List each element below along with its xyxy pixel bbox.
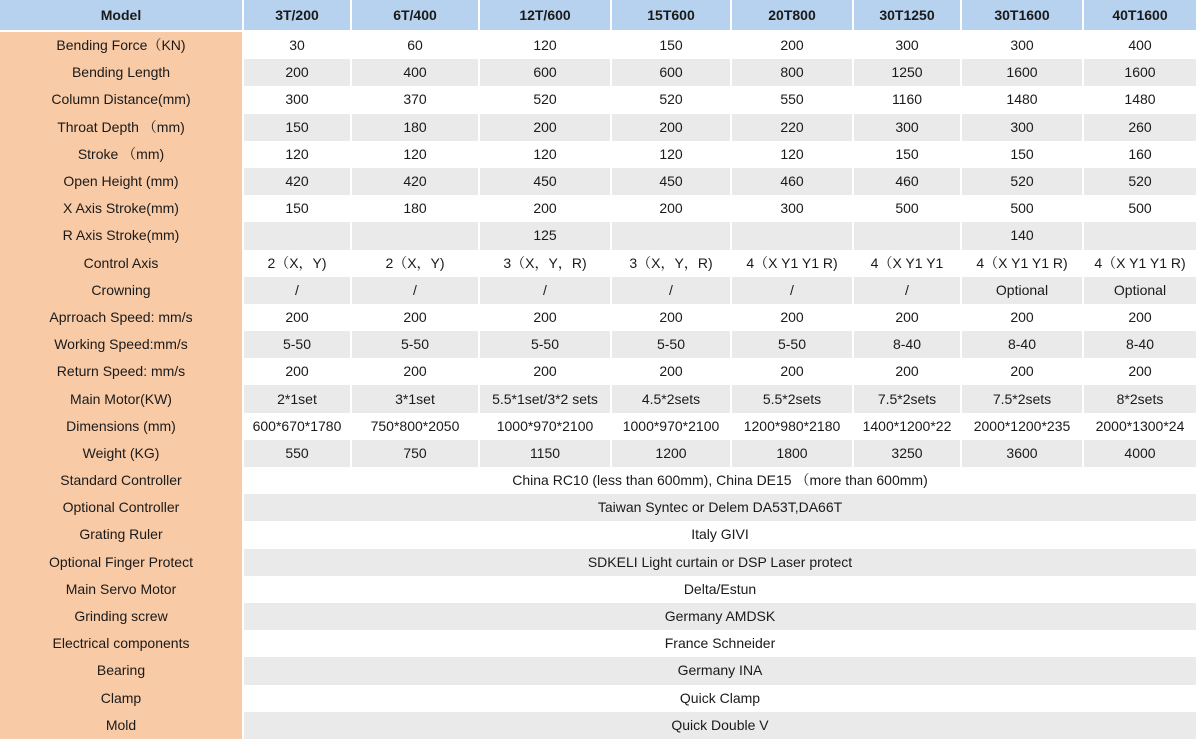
- table-cell: 600: [480, 59, 612, 86]
- table-cell: 1000*970*2100: [612, 413, 732, 440]
- table-cell: 4（X Y1 Y1: [854, 250, 962, 277]
- table-row: [0, 195, 1198, 222]
- table-cell: 120: [480, 141, 612, 168]
- row-label: Standard Controller: [0, 467, 244, 494]
- table-cell: 5.5*1set/3*2 sets: [480, 385, 612, 412]
- table-row: [0, 250, 1198, 277]
- table-row: [0, 32, 1198, 59]
- table-cell: 4000: [1084, 440, 1198, 467]
- table-cell: 750: [352, 440, 480, 467]
- table-row: [0, 141, 1198, 168]
- table-cell: 150: [854, 141, 962, 168]
- table-cell: 150: [962, 141, 1084, 168]
- table-cell: 4（X Y1 Y1 R): [962, 250, 1084, 277]
- table-cell: 1600: [1084, 59, 1198, 86]
- table-cell: 200: [732, 32, 854, 59]
- table-cell: 400: [352, 59, 480, 86]
- row-label: Optional Controller: [0, 494, 244, 521]
- table-row: [0, 685, 1198, 712]
- merged-cell: Italy GIVI: [244, 521, 1198, 548]
- table-row: [0, 59, 1198, 86]
- table-cell: 160: [1084, 141, 1198, 168]
- header-model: 6T/400: [352, 0, 480, 32]
- table-cell: 400: [1084, 32, 1198, 59]
- table-cell: /: [854, 277, 962, 304]
- table-cell: 180: [352, 114, 480, 141]
- table-cell: 200: [244, 358, 352, 385]
- table-cell: 500: [962, 195, 1084, 222]
- table-cell: 3250: [854, 440, 962, 467]
- table-cell: 120: [352, 141, 480, 168]
- table-cell: 7.5*2sets: [962, 385, 1084, 412]
- table-cell: 150: [244, 114, 352, 141]
- header-model-label: Model: [0, 0, 244, 32]
- table-cell: 150: [612, 32, 732, 59]
- row-label: Aprroach Speed: mm/s: [0, 304, 244, 331]
- row-label: Optional Finger Protect: [0, 549, 244, 576]
- table-cell: 420: [244, 168, 352, 195]
- table-cell: 1800: [732, 440, 854, 467]
- row-label: Weight (KG): [0, 440, 244, 467]
- table-cell: 3（X，Y，R): [480, 250, 612, 277]
- row-label: Grinding screw: [0, 603, 244, 630]
- table-cell: [352, 222, 480, 249]
- row-label: Bearing: [0, 657, 244, 684]
- table-row: [0, 440, 1198, 467]
- table-row: [0, 358, 1198, 385]
- table-cell: 520: [962, 168, 1084, 195]
- table-cell: 120: [612, 141, 732, 168]
- table-cell: 200: [352, 358, 480, 385]
- merged-cell: Delta/Estun: [244, 576, 1198, 603]
- spec-body: [0, 32, 1198, 739]
- row-label: Main Motor(KW): [0, 385, 244, 412]
- table-cell: 300: [732, 195, 854, 222]
- table-row: [0, 576, 1198, 603]
- table-cell: 5.5*2sets: [732, 385, 854, 412]
- table-cell: 120: [732, 141, 854, 168]
- table-row: [0, 549, 1198, 576]
- table-cell: 2000*1300*24: [1084, 413, 1198, 440]
- table-cell: 3（X，Y，R): [612, 250, 732, 277]
- table-cell: 200: [962, 358, 1084, 385]
- table-cell: 370: [352, 86, 480, 113]
- header-model: 15T600: [612, 0, 732, 32]
- table-cell: 7.5*2sets: [854, 385, 962, 412]
- table-cell: 200: [480, 304, 612, 331]
- table-cell: 1200*980*2180: [732, 413, 854, 440]
- table-cell: 180: [352, 195, 480, 222]
- merged-cell: Quick Double V: [244, 712, 1198, 739]
- row-label: Bending Force（KN): [0, 32, 244, 59]
- table-cell: [732, 222, 854, 249]
- table-cell: [612, 222, 732, 249]
- table-cell: 550: [244, 440, 352, 467]
- table-cell: 500: [854, 195, 962, 222]
- table-cell: 1160: [854, 86, 962, 113]
- table-cell: 450: [612, 168, 732, 195]
- table-cell: 300: [962, 114, 1084, 141]
- table-cell: 1480: [1084, 86, 1198, 113]
- table-cell: 420: [352, 168, 480, 195]
- table-cell: 8-40: [1084, 331, 1198, 358]
- table-cell: 200: [352, 304, 480, 331]
- table-row: [0, 521, 1198, 548]
- table-cell: 200: [244, 304, 352, 331]
- table-row: [0, 86, 1198, 113]
- table-cell: 1150: [480, 440, 612, 467]
- table-cell: 220: [732, 114, 854, 141]
- merged-cell: Germany INA: [244, 657, 1198, 684]
- row-label: X Axis Stroke(mm): [0, 195, 244, 222]
- table-cell: 450: [480, 168, 612, 195]
- table-cell: 200: [732, 358, 854, 385]
- table-cell: 600: [612, 59, 732, 86]
- row-label: Electrical components: [0, 630, 244, 657]
- row-label: R Axis Stroke(mm): [0, 222, 244, 249]
- table-cell: 125: [480, 222, 612, 249]
- row-label: Return Speed: mm/s: [0, 358, 244, 385]
- table-cell: 200: [612, 358, 732, 385]
- table-cell: 4（X Y1 Y1 R): [1084, 250, 1198, 277]
- table-cell: 200: [854, 304, 962, 331]
- row-label: Grating Ruler: [0, 521, 244, 548]
- table-cell: 2（X，Y): [244, 250, 352, 277]
- row-label: Control Axis: [0, 250, 244, 277]
- table-row: [0, 331, 1198, 358]
- row-label: Working Speed:mm/s: [0, 331, 244, 358]
- row-label: Clamp: [0, 685, 244, 712]
- table-row: [0, 222, 1198, 249]
- table-cell: 200: [854, 358, 962, 385]
- row-label: Bending Length: [0, 59, 244, 86]
- table-cell: 30: [244, 32, 352, 59]
- table-cell: 200: [1084, 358, 1198, 385]
- table-cell: 500: [1084, 195, 1198, 222]
- table-cell: 1000*970*2100: [480, 413, 612, 440]
- table-cell: 5-50: [244, 331, 352, 358]
- table-cell: 1400*1200*22: [854, 413, 962, 440]
- header-model: 20T800: [732, 0, 854, 32]
- header-model: 3T/200: [244, 0, 352, 32]
- table-cell: 150: [244, 195, 352, 222]
- table-cell: 460: [732, 168, 854, 195]
- table-row: [0, 467, 1198, 494]
- table-row: [0, 304, 1198, 331]
- row-label: Throat Depth （mm): [0, 114, 244, 141]
- header-model: 30T1250: [854, 0, 962, 32]
- row-label: Main Servo Motor: [0, 576, 244, 603]
- table-cell: 200: [480, 358, 612, 385]
- table-row: [0, 494, 1198, 521]
- table-cell: 300: [962, 32, 1084, 59]
- table-row: [0, 413, 1198, 440]
- table-cell: /: [352, 277, 480, 304]
- table-cell: 550: [732, 86, 854, 113]
- table-row: [0, 114, 1198, 141]
- table-cell: 200: [612, 114, 732, 141]
- row-label: Column Distance(mm): [0, 86, 244, 113]
- table-cell: 300: [244, 86, 352, 113]
- merged-cell: SDKELI Light curtain or DSP Laser protect: [244, 549, 1198, 576]
- table-cell: 5-50: [352, 331, 480, 358]
- table-cell: 200: [480, 195, 612, 222]
- row-label: Open Height (mm): [0, 168, 244, 195]
- table-cell: /: [732, 277, 854, 304]
- table-cell: 460: [854, 168, 962, 195]
- table-cell: Optional: [1084, 277, 1198, 304]
- merged-cell: Germany AMDSK: [244, 603, 1198, 630]
- merged-cell: Taiwan Syntec or Delem DA53T,DA66T: [244, 494, 1198, 521]
- table-cell: 1600: [962, 59, 1084, 86]
- table-cell: [854, 222, 962, 249]
- table-cell: /: [612, 277, 732, 304]
- row-label: Dimensions (mm): [0, 413, 244, 440]
- table-row: [0, 657, 1198, 684]
- header-model: 12T/600: [480, 0, 612, 32]
- table-cell: 200: [1084, 304, 1198, 331]
- row-label: Crowning: [0, 277, 244, 304]
- table-cell: 300: [854, 114, 962, 141]
- table-cell: 750*800*2050: [352, 413, 480, 440]
- header-model: 40T1600: [1084, 0, 1198, 32]
- table-cell: 120: [480, 32, 612, 59]
- table-row: [0, 277, 1198, 304]
- table-cell: 8-40: [962, 331, 1084, 358]
- table-cell: 300: [854, 32, 962, 59]
- table-row: [0, 712, 1198, 739]
- table-cell: 2*1set: [244, 385, 352, 412]
- table-cell: 60: [352, 32, 480, 59]
- table-cell: 4（X Y1 Y1 R): [732, 250, 854, 277]
- table-cell: 200: [962, 304, 1084, 331]
- table-cell: 3600: [962, 440, 1084, 467]
- table-cell: 600*670*1780: [244, 413, 352, 440]
- merged-cell: China RC10 (less than 600mm), China DE15 （more than 600mm): [244, 467, 1198, 494]
- table-cell: 520: [612, 86, 732, 113]
- table-cell: 1250: [854, 59, 962, 86]
- table-cell: 520: [480, 86, 612, 113]
- table-cell: 2000*1200*235: [962, 413, 1084, 440]
- table-row: [0, 603, 1198, 630]
- table-cell: 2（X，Y): [352, 250, 480, 277]
- header-model: 30T1600: [962, 0, 1084, 32]
- table-cell: /: [244, 277, 352, 304]
- table-cell: 3*1set: [352, 385, 480, 412]
- table-cell: 5-50: [612, 331, 732, 358]
- table-row: [0, 385, 1198, 412]
- table-cell: 520: [1084, 168, 1198, 195]
- table-cell: 120: [244, 141, 352, 168]
- table-cell: 200: [612, 195, 732, 222]
- table-row: [0, 168, 1198, 195]
- table-cell: 200: [732, 304, 854, 331]
- table-cell: 1480: [962, 86, 1084, 113]
- merged-cell: France Schneider: [244, 630, 1198, 657]
- table-cell: 5-50: [732, 331, 854, 358]
- table-cell: 800: [732, 59, 854, 86]
- table-cell: 140: [962, 222, 1084, 249]
- table-cell: 5-50: [480, 331, 612, 358]
- table-row: [0, 630, 1198, 657]
- row-label: Mold: [0, 712, 244, 739]
- table-cell: [244, 222, 352, 249]
- table-cell: 4.5*2sets: [612, 385, 732, 412]
- header-row: [0, 0, 1198, 32]
- table-cell: 200: [480, 114, 612, 141]
- table-cell: /: [480, 277, 612, 304]
- table-cell: 260: [1084, 114, 1198, 141]
- table-cell: 8*2sets: [1084, 385, 1198, 412]
- merged-cell: Quick Clamp: [244, 685, 1198, 712]
- table-cell: 8-40: [854, 331, 962, 358]
- table-cell: 200: [244, 59, 352, 86]
- table-cell: 200: [612, 304, 732, 331]
- row-label: Stroke （mm): [0, 141, 244, 168]
- table-cell: Optional: [962, 277, 1084, 304]
- table-cell: [1084, 222, 1198, 249]
- table-cell: 1200: [612, 440, 732, 467]
